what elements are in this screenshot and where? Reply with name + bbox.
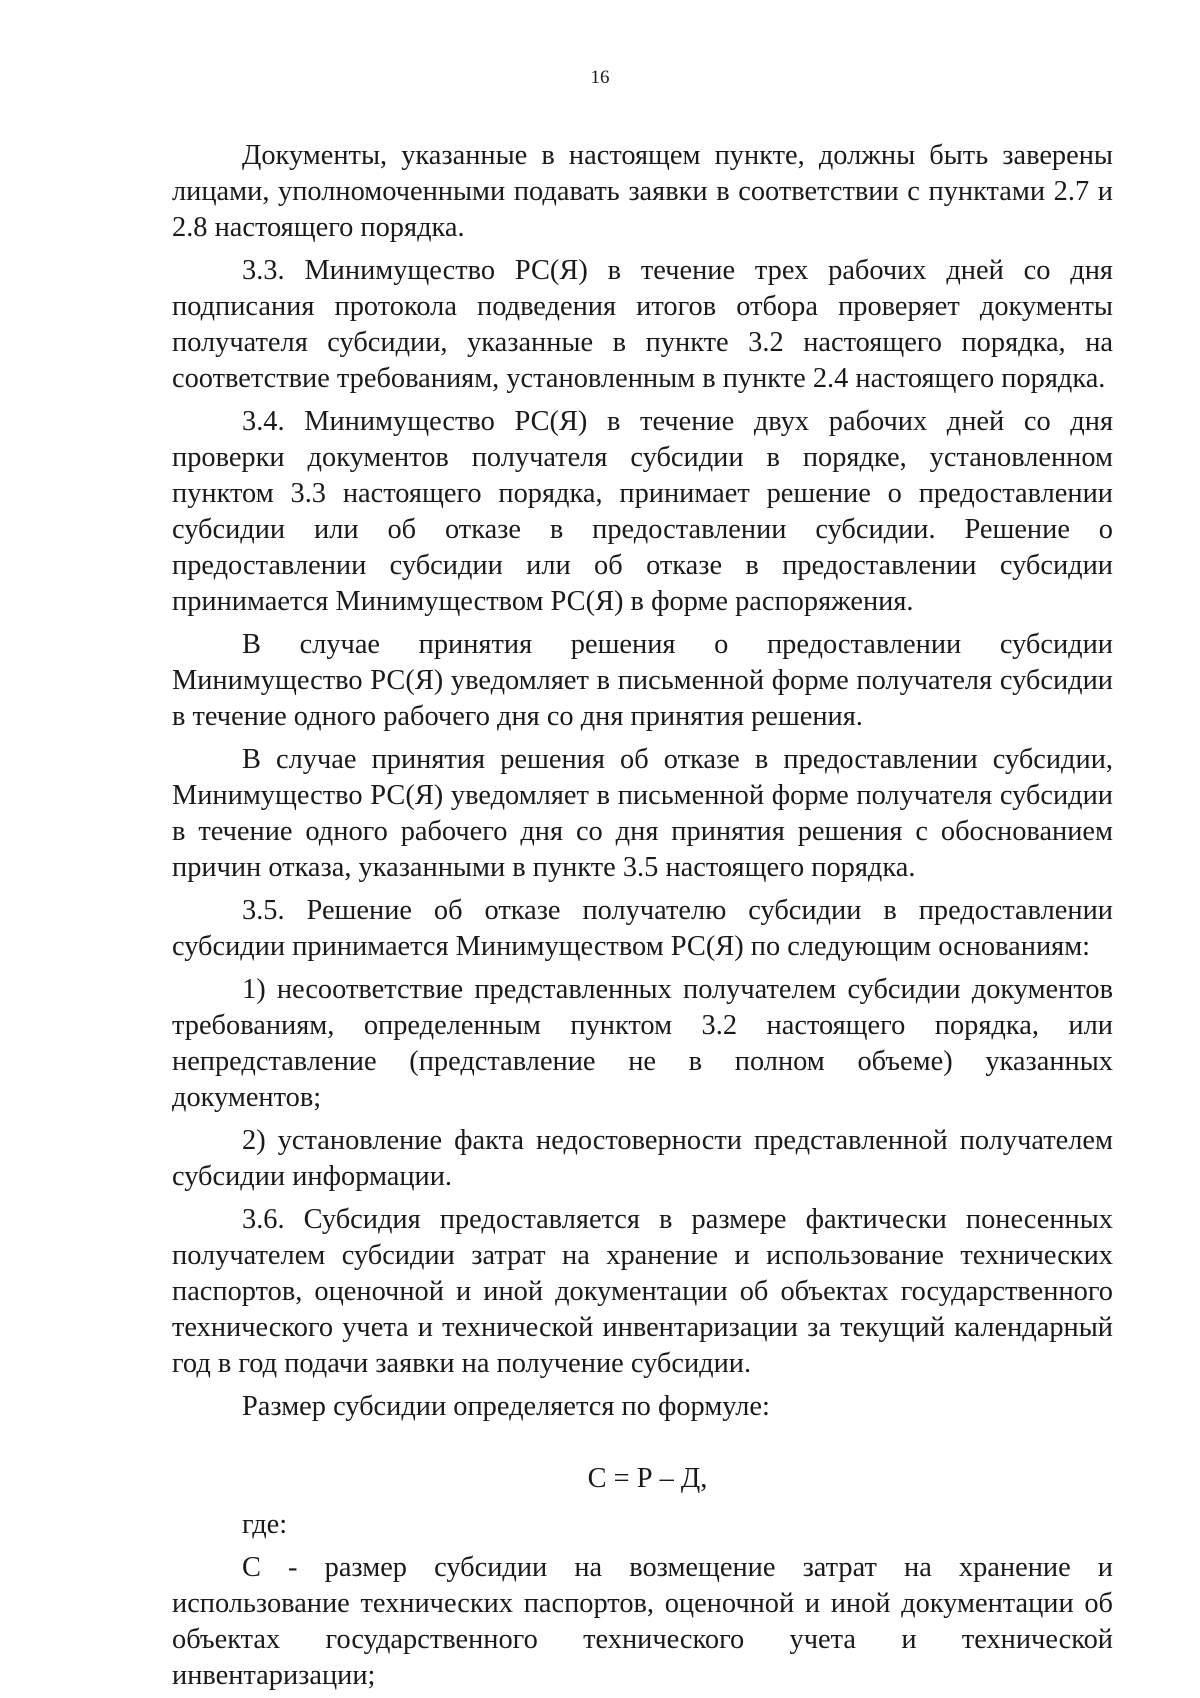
list-item-refusal-ground-1: 1) несоответствие представленных получателем субсидии документов требованиям, определенным пунктом 3.2 настоящего порядка, или непредставление (представление не в полном объеме) указанных документов; <box>172 974 1113 1113</box>
paragraph-documents-certification: Документы, указанные в настоящем пункте, должны быть заверены лицами, уполномоченными подавать заявки в соответствии с пунктами 2.7 и 2.8 настоящего порядка. <box>172 140 1113 243</box>
paragraph-3-5: 3.5. Решение об отказе получателю субсидии в предоставлении субсидии принимается Минимуществом РС(Я) по следующим основаниям: <box>172 895 1113 962</box>
paragraph-grant-notice: В случае принятия решения о предоставлении субсидии Минимущество РС(Я) уведомляет в письменной форме получателя субсидии в течение одного рабочего дня со дня принятия решения. <box>172 629 1113 732</box>
paragraph-refusal-notice: В случае принятия решения об отказе в предоставлении субсидии, Минимущество РС(Я) уведомляет в письменной форме получателя субсидии в течение одного рабочего дня со дня принятия решения с обоснованием причин отказа, указанными в пункте 3.5 настоящего порядка. <box>172 744 1113 883</box>
subsidy-formula: С = Р – Д, <box>587 1463 708 1494</box>
definition-c: С - размер субсидии на возмещение затрат на хранение и использование технических паспортов, оценочной и иной документации об объектах государственного технического учета и технической инвентаризации; <box>172 1552 1113 1691</box>
paragraph-3-3: 3.3. Минимущество РС(Я) в течение трех рабочих дней со дня подписания протокола подведения итогов отбора проверяет документы получателя субсидии, указанные в пункте 3.2 настоящего порядка, на соответствие требованиям, установленным в пункте 2.4 настоящего порядка. <box>172 255 1113 394</box>
paragraph-3-4: 3.4. Минимущество РС(Я) в течение двух рабочих дней со дня проверки документов получателя субсидии в порядке, установленном пунктом 3.3 настоящего порядка, принимает решение о предоставлении субсидии или об отказе в предоставлении субсидии. Решение о предоставлении субсидии или об отказе в предоставлении субсидии принимается Минимуществом РС(Я) в форме распоряжения. <box>172 406 1113 617</box>
document-body <box>172 138 1113 1694</box>
page-number: 16 <box>590 67 610 88</box>
where-label: где: <box>242 1509 288 1540</box>
paragraph-3-6: 3.6. Субсидия предоставляется в размере фактически понесенных получателем субсидии затрат на хранение и использование технических паспортов, оценочной и иной документации об объектах государственного технического учета и технической инвентаризации за текущий календарный год в год подачи заявки на получение субсидии. <box>172 1204 1113 1379</box>
paragraph-formula-intro: Размер субсидии определяется по формуле: <box>242 1391 770 1422</box>
list-item-refusal-ground-2: 2) установление факта недостоверности представленной получателем субсидии информации. <box>172 1125 1113 1192</box>
